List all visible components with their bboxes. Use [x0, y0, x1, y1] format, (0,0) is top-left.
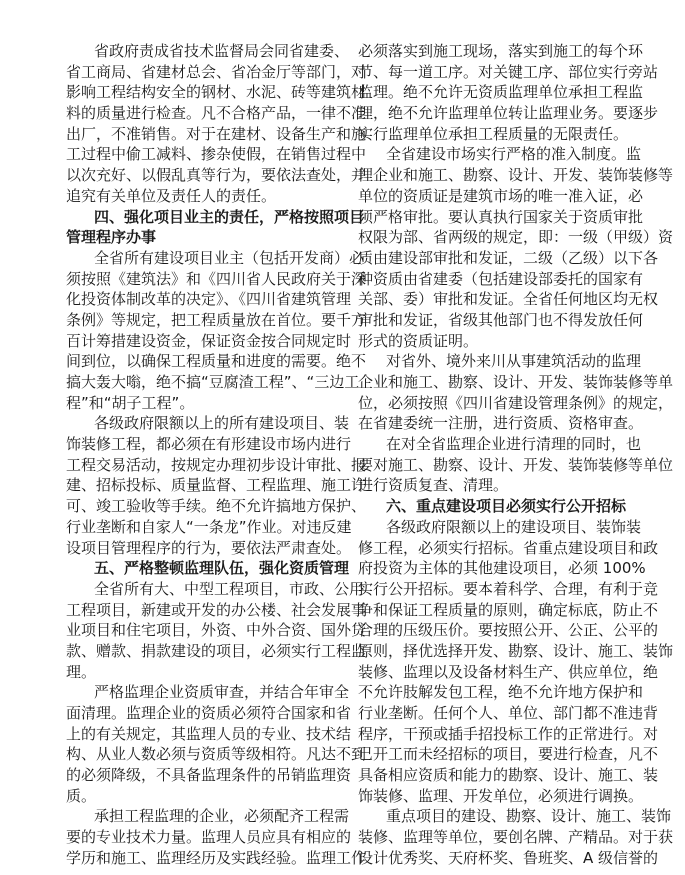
text-line: 不允许肢解发包工程，绝不允许地方保护和: [358, 683, 644, 702]
text-line: 对省外、境外来川从事建筑活动的监理: [386, 352, 642, 371]
text-line: 建、招标投标、质量监督、工程监理、施工许: [66, 476, 367, 495]
section-heading-line: 管理程序办事: [66, 228, 157, 247]
text-line: 百计筹措建设资金，保证资金按合同规定时: [66, 331, 352, 350]
text-line: 全省建设市场实行严格的准入制度。监: [386, 145, 642, 164]
text-line: 理。: [66, 662, 97, 681]
text-line: 学历和施工、监理经历及实践经验。监理工作: [66, 848, 367, 867]
text-line: 可、竣工验收等手续。绝不允许搞地方保护、: [66, 497, 367, 516]
text-line: 关部、委）审批和发证。全省任何地区均无权: [358, 290, 659, 309]
text-line: 修工程，必须实行招标。省重点建设项目和政: [358, 538, 659, 557]
text-line: 工过程中偷工减料、掺杂使假，在销售过程中: [66, 145, 367, 164]
text-line: 设计优秀奖、天府杯奖、鲁班奖、A 级信誉的: [358, 848, 659, 867]
section-heading-line: 四、强化项目业主的责任，严格按照项目: [94, 207, 365, 226]
text-line: 已开工而未经招标的项目，要进行检查，凡不: [358, 745, 659, 764]
text-column-right: [358, 41, 674, 869]
text-line: 追究有关单位及责任人的责任。: [66, 186, 277, 205]
text-line: 行业垄断和自家人“一条龙”作业。对违反建: [66, 517, 352, 536]
text-line: 质。: [66, 786, 97, 805]
text-line: 重点项目的建设、勘察、设计、施工、装饰: [386, 807, 672, 826]
text-line: 程序，干预或插手招投标工作的正常进行。对: [358, 724, 659, 743]
text-line: 府投资为主体的其他建设项目，必须 100%: [358, 559, 646, 578]
text-line: 在省建委统一注册，进行资质、资格审查。: [358, 414, 644, 433]
text-line: 搞大轰大嗡，绝不搞“豆腐渣工程”、“三边工: [66, 373, 360, 391]
text-line: 装修、监理以及设备材料生产、供应单位，绝: [358, 662, 659, 681]
text-line: 省政府责成省技术监督局会同省建委、: [94, 42, 350, 60]
text-line: 具备相应资质和能力的勘察、设计、施工、装: [358, 766, 659, 785]
section-heading-line: 五、严格整顿监理队伍，强化资质管理: [94, 559, 350, 578]
text-line: 合理的压级压价。要按照公开、公正、公平的: [358, 621, 659, 640]
text-line: 化投资体制改革的决定》、《四川省建筑管理: [66, 290, 352, 309]
text-line: 权限为部、省两级的规定，即：一级（甲级）资: [358, 228, 674, 247]
text-line: 理，绝不允许监理单位转让监理业务。要逐步: [358, 104, 659, 123]
text-line: 饰装修、监理、开发单位，必须进行调换。: [358, 786, 644, 805]
text-line: 争和保证工程质量的原则，确定标底，防止不: [358, 600, 659, 619]
text-line: 各级政府限额以上的建设项目、装饰装: [386, 517, 642, 536]
text-line: 种资质由省建委（包括建设部委托的国家有: [358, 269, 644, 288]
text-line: 构、从业人数必须与资质等级相符。凡达不到: [66, 745, 367, 764]
text-line: 原则，择优选择开发、勘察、设计、施工、装饰: [358, 641, 674, 660]
text-line: 间到位，以确保工程质量和进度的需要。绝不: [66, 352, 367, 371]
text-line: 设项目管理程序的行为，要依法严肃查处。: [66, 538, 352, 557]
text-line: 企业和施工、勘察、设计、开发、装饰装修等单: [358, 373, 674, 391]
text-line: 质由建设部审批和发证，二级（乙级）以下各: [358, 248, 659, 267]
section-heading-line: 六、重点建设项目必须实行公开招标: [386, 497, 627, 516]
text-line: 要对施工、勘察、设计、开发、装饰装修等单位: [358, 455, 674, 474]
text-line: 要的专业技术力量。监理人员应具有相应的: [66, 828, 352, 847]
text-line: 理企业和施工、勘察、设计、开发、装饰装修等: [358, 166, 674, 185]
text-line: 条例》等规定，把工程质量放在首位。要千方: [66, 310, 367, 329]
text-column-left: [66, 41, 367, 869]
text-line: 行业垄断。任何个人、单位、部门都不准违背: [358, 704, 659, 722]
text-line: 装修、监理等单位，要创名牌、产精品。对于获: [358, 828, 674, 847]
text-line: 影响工程结构安全的钢材、水泥、砖等建筑材: [66, 83, 367, 102]
text-line: 单位的资质证是建筑市场的唯一准入证，必: [358, 186, 644, 205]
text-line: 必须落实到施工现场，落实到施工的每个环: [358, 42, 644, 60]
text-line: 各级政府限额以上的所有建设项目、装: [94, 414, 350, 433]
text-line: 形式的资质证明。: [358, 331, 479, 350]
text-line: 业项目和住宅项目，外资、中外合资、国外贷: [66, 621, 367, 640]
text-line: 进行资质复查、清理。: [358, 476, 509, 495]
text-line: 工程交易活动，按规定办理初步设计审批、报: [66, 455, 367, 474]
text-line: 严格监理企业资质审查，并结合年审全: [94, 683, 350, 702]
text-line: 须按照《建筑法》和《四川省人民政府关于深: [66, 269, 367, 288]
text-line: 程”和“胡子工程”。: [66, 393, 195, 412]
text-line: 全省所有建设项目业主（包括开发商）必: [94, 248, 365, 267]
text-line: 节、每一道工序。对关键工序、部位实行旁站: [358, 62, 659, 81]
text-line: 的必须降级，不具备监理条件的吊销监理资: [66, 766, 352, 785]
text-line: 承担工程监理的企业，必须配齐工程需: [94, 807, 350, 826]
text-line: 省工商局、省建材总会、省冶金厅等部门，对: [66, 62, 367, 81]
text-line: 料的质量进行检查。凡不合格产品，一律不准: [66, 104, 367, 123]
text-line: 须严格审批。要认真执行国家关于资质审批: [358, 207, 644, 226]
text-line: 实行公开招标。要本着科学、合理，有利于竞: [358, 579, 659, 598]
text-line: 实行监理单位承担工程质量的无限责任。: [358, 124, 629, 143]
text-line: 工程项目，新建或开发的办公楼、社会发展事: [66, 600, 367, 619]
text-line: 款、赠款、捐款建设的项目，必须实行工程监: [66, 641, 367, 660]
text-line: 监理。绝不允许无资质监理单位承担工程监: [358, 83, 644, 102]
text-line: 出厂，不准销售。对于在建材、设备生产和施: [66, 124, 367, 143]
text-line: 上的有关规定，其监理人员的专业、技术结: [66, 724, 352, 743]
text-line: 以次充好、以假乱真等行为，要依法查处，并: [66, 166, 367, 185]
text-line: 饰装修工程，都必须在有形建设市场内进行: [66, 435, 352, 454]
text-line: 全省所有大、中型工程项目，市政、公用: [94, 579, 365, 598]
text-line: 审批和发证，省级其他部门也不得发放任何: [358, 310, 644, 329]
text-line: 在对全省监理企业进行清理的同时，也: [386, 435, 642, 454]
text-line: 面清理。监理企业的资质必须符合国家和省: [66, 704, 352, 722]
text-line: 位，必须按照《四川省建设管理条例》的规定，: [358, 393, 674, 412]
